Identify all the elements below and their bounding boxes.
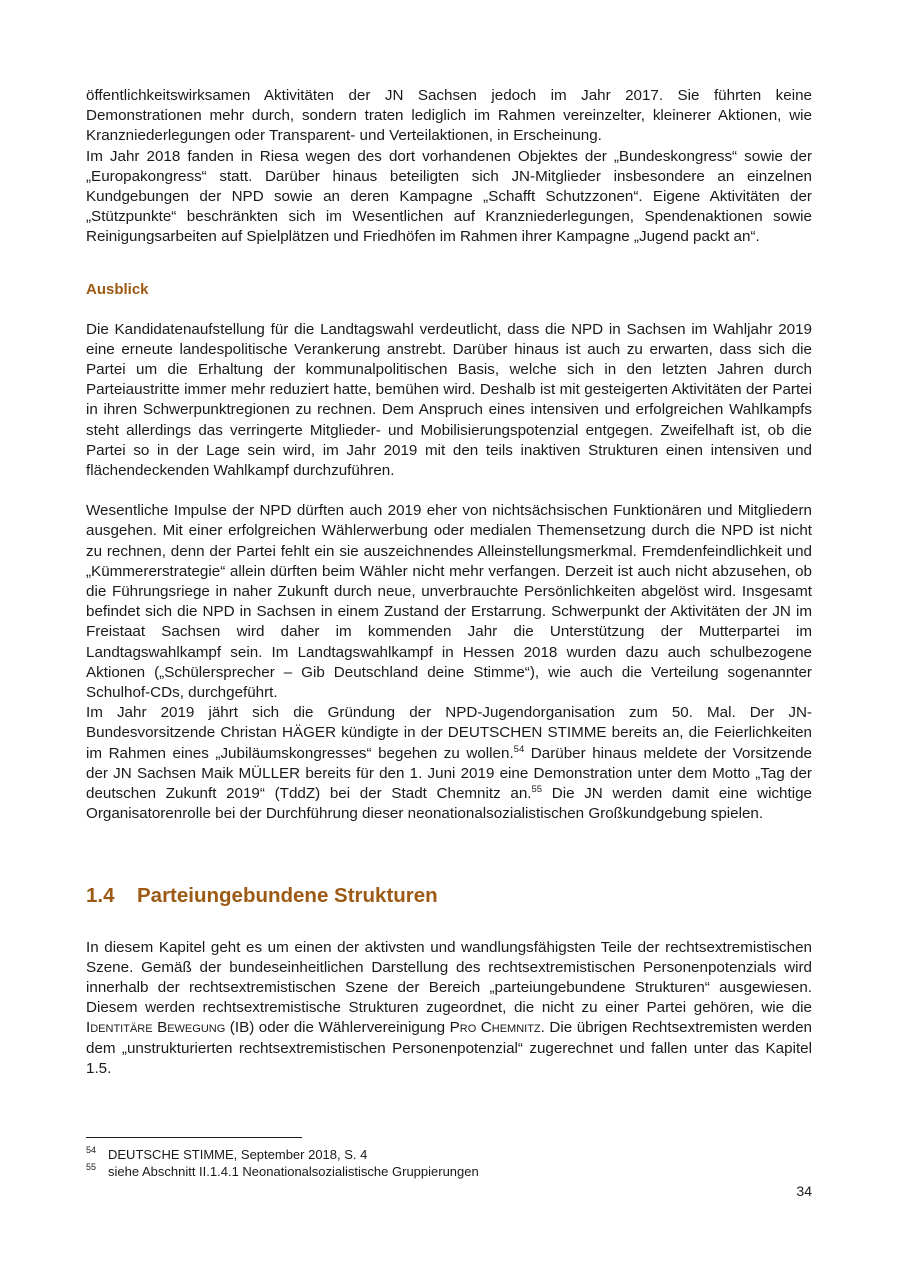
org-name: Pro Chemnitz (449, 1019, 541, 1037)
text-run: Im Jahr 2019 jährt sich die Gründung der NPD-Jugendorganisation zum 50. Mal. Der JN-Bundesvorsitzende Christan HÄGER kündigte in der DEUTSCHEN STIMME bereits an, die Feierlichkeiten im Rahmen eines „Jubiläumskongresses“ begehen zu wollen. (86, 704, 812, 762)
paragraph (86, 938, 812, 1079)
text-run: (IB) oder die Wählervereinigung (225, 1019, 450, 1037)
chapter-heading (86, 883, 812, 909)
paragraph: Wesentliche Impulse der NPD dürften auch 2019 eher von nichtsächsischen Funktionären und Mitgliedern ausgehen. Mit einer erfolgreichen Wählerwerbung oder medialen Themensetzung durch die NPD ist nicht zu rechnen, denn der Partei fehlt ein sie auszeichnendes Alleinstellungsmerkmal. Fremdenfeindlichkeit und „Kümmererstrategie“ allein dürften beim Wähler nicht mehr verfangen. Derzeit ist auch nicht abzusehen, ob die Führungsriege in naher Zukunft durch neue, unverbrauchte Persönlichkeiten abgelöst wird. Insgesamt befindet sich die NPD in Sachsen in einem Zustand der Erstarrung. Schwerpunkt der Aktivitäten der JN im Freistaat Sachsen wird daher im kommenden Jahr die Unterstützung der Mutterpartei im Landtagswahlkampf sein. Im Landtagswahlkampf in Hessen 2018 wurden dazu auch schulbezogene Aktionen („Schülersprecher – Gib Deutschland deine Stimme“), wie auch die Verteilung sogenannter Schulhof-CDs, durchgeführt. (86, 502, 812, 702)
footnote-ref: 54 (513, 743, 525, 755)
text-run: Die JN werden damit eine wichtige Organisatorenrolle bei der Durchführung dieser neonationalsozialistischen Großkundgebung spielen. (86, 785, 812, 823)
footnotes (86, 1137, 812, 1180)
footnote: 54 DEUTSCHE STIMME, September 2018, S. 4 (86, 1145, 368, 1162)
page-body (86, 86, 812, 1079)
footnote-ref: 55 (531, 784, 543, 796)
paragraph (86, 703, 812, 824)
chapter-number: 1.4 (86, 883, 115, 907)
footnote-text: siehe Abschnitt II.1.4.1 Neonationalsozialistische Gruppierungen (108, 1164, 479, 1179)
text-run: In diesem Kapitel geht es um einen der aktivsten und wandlungsfähigsten Teile der rechtsextremistischen Szene. Gemäß der bundeseinheitlichen Darstellung des rechtsextremistischen Personenpotenzials wird innerhalb der rechtsextremistischen Szene der Bereich „parteiungebundene Strukturen“ ausgewiesen. Diesem werden rechtsextremistische Strukturen zugeordnet, die nicht zu einer Partei gehören, wie die (86, 938, 812, 1017)
text-run: . Die übrigen Rechtsextremisten werden dem „unstrukturierten rechtsextremistischen Personenpotenzial“ zugerechnet und fallen unter das Kapitel 1.5. (86, 1019, 812, 1077)
org-name: Identitäre Bewegung (86, 1019, 226, 1037)
footnote: 55 siehe Abschnitt II.1.4.1 Neonationalsozialistische Gruppierungen (86, 1162, 479, 1179)
page-number: 34 (796, 1183, 812, 1199)
footnote-rule (86, 1137, 302, 1138)
text-run: Darüber hinaus meldete der Vorsitzende der JN Sachsen Maik MÜLLER bereits für den 1. Juni 2019 eine Demonstration unter dem Motto „Tag der deutschen Zukunft 2019“ (TddZ) bei der Stadt Chemnitz an. (86, 744, 812, 803)
paragraph: Im Jahr 2018 fanden in Riesa wegen des dort vorhandenen Objektes der „Bundeskongress“ sowie der „Europakongress“ statt. Darüber hinaus beteiligten sich JN-Mitglieder insbesondere an einzelnen Kundgebungen der NPD sowie an deren Kampagne „Schafft Schutzzonen“. Eigene Aktivitäten der „Stützpunkte“ beschränkten sich im Wesentlichen auf Kranzniederlegungen, Spendenaktionen sowie Reinigungsarbeiten auf Spielplätzen und Friedhöfen im Rahmen ihrer Kampagne „Jugend packt an“. (86, 147, 812, 246)
chapter-title: Parteiungebundene Strukturen (137, 883, 438, 907)
paragraph: Die Kandidatenaufstellung für die Landtagswahl verdeutlicht, dass die NPD in Sachsen im Wahljahr 2019 eine erneute landespolitische Verankerung anstrebt. Darüber hinaus ist auch zu erwarten, dass sich die Partei um die Erhaltung der kommunalpolitischen Basis, welche sich in den letzten Jahren durch Parteiaustritte immer mehr reduziert hatte, bemühen wird. Deshalb ist mit gesteigerten Aktivitäten der Partei in ihren Schwerpunktregionen zu rechnen. Dem Anspruch eines intensiven und erfolgreichen Wahlkampfs steht allerdings das verringerte Mitglieder- und Mobilisierungspotenzial entgegen. Zweifelhaft ist, ob die Partei so in der Lage sein wird, im Jahr 2019 mit den teils inaktiven Strukturen einen intensiven und flächendeckenden Wahlkampf durchzuführen. (86, 320, 812, 480)
section-heading-ausblick: Ausblick (86, 280, 149, 298)
paragraph: öffentlichkeitswirksamen Aktivitäten der JN Sachsen jedoch im Jahr 2017. Sie führten keine Demonstrationen mehr durch, sondern traten lediglich im Rahmen vereinzelter, kleinerer Aktionen, wie Kranzniederlegungen oder Transparent- und Verteilaktionen, in Erscheinung. (86, 87, 812, 145)
footnote-text: DEUTSCHE STIMME, September 2018, S. 4 (108, 1147, 368, 1162)
